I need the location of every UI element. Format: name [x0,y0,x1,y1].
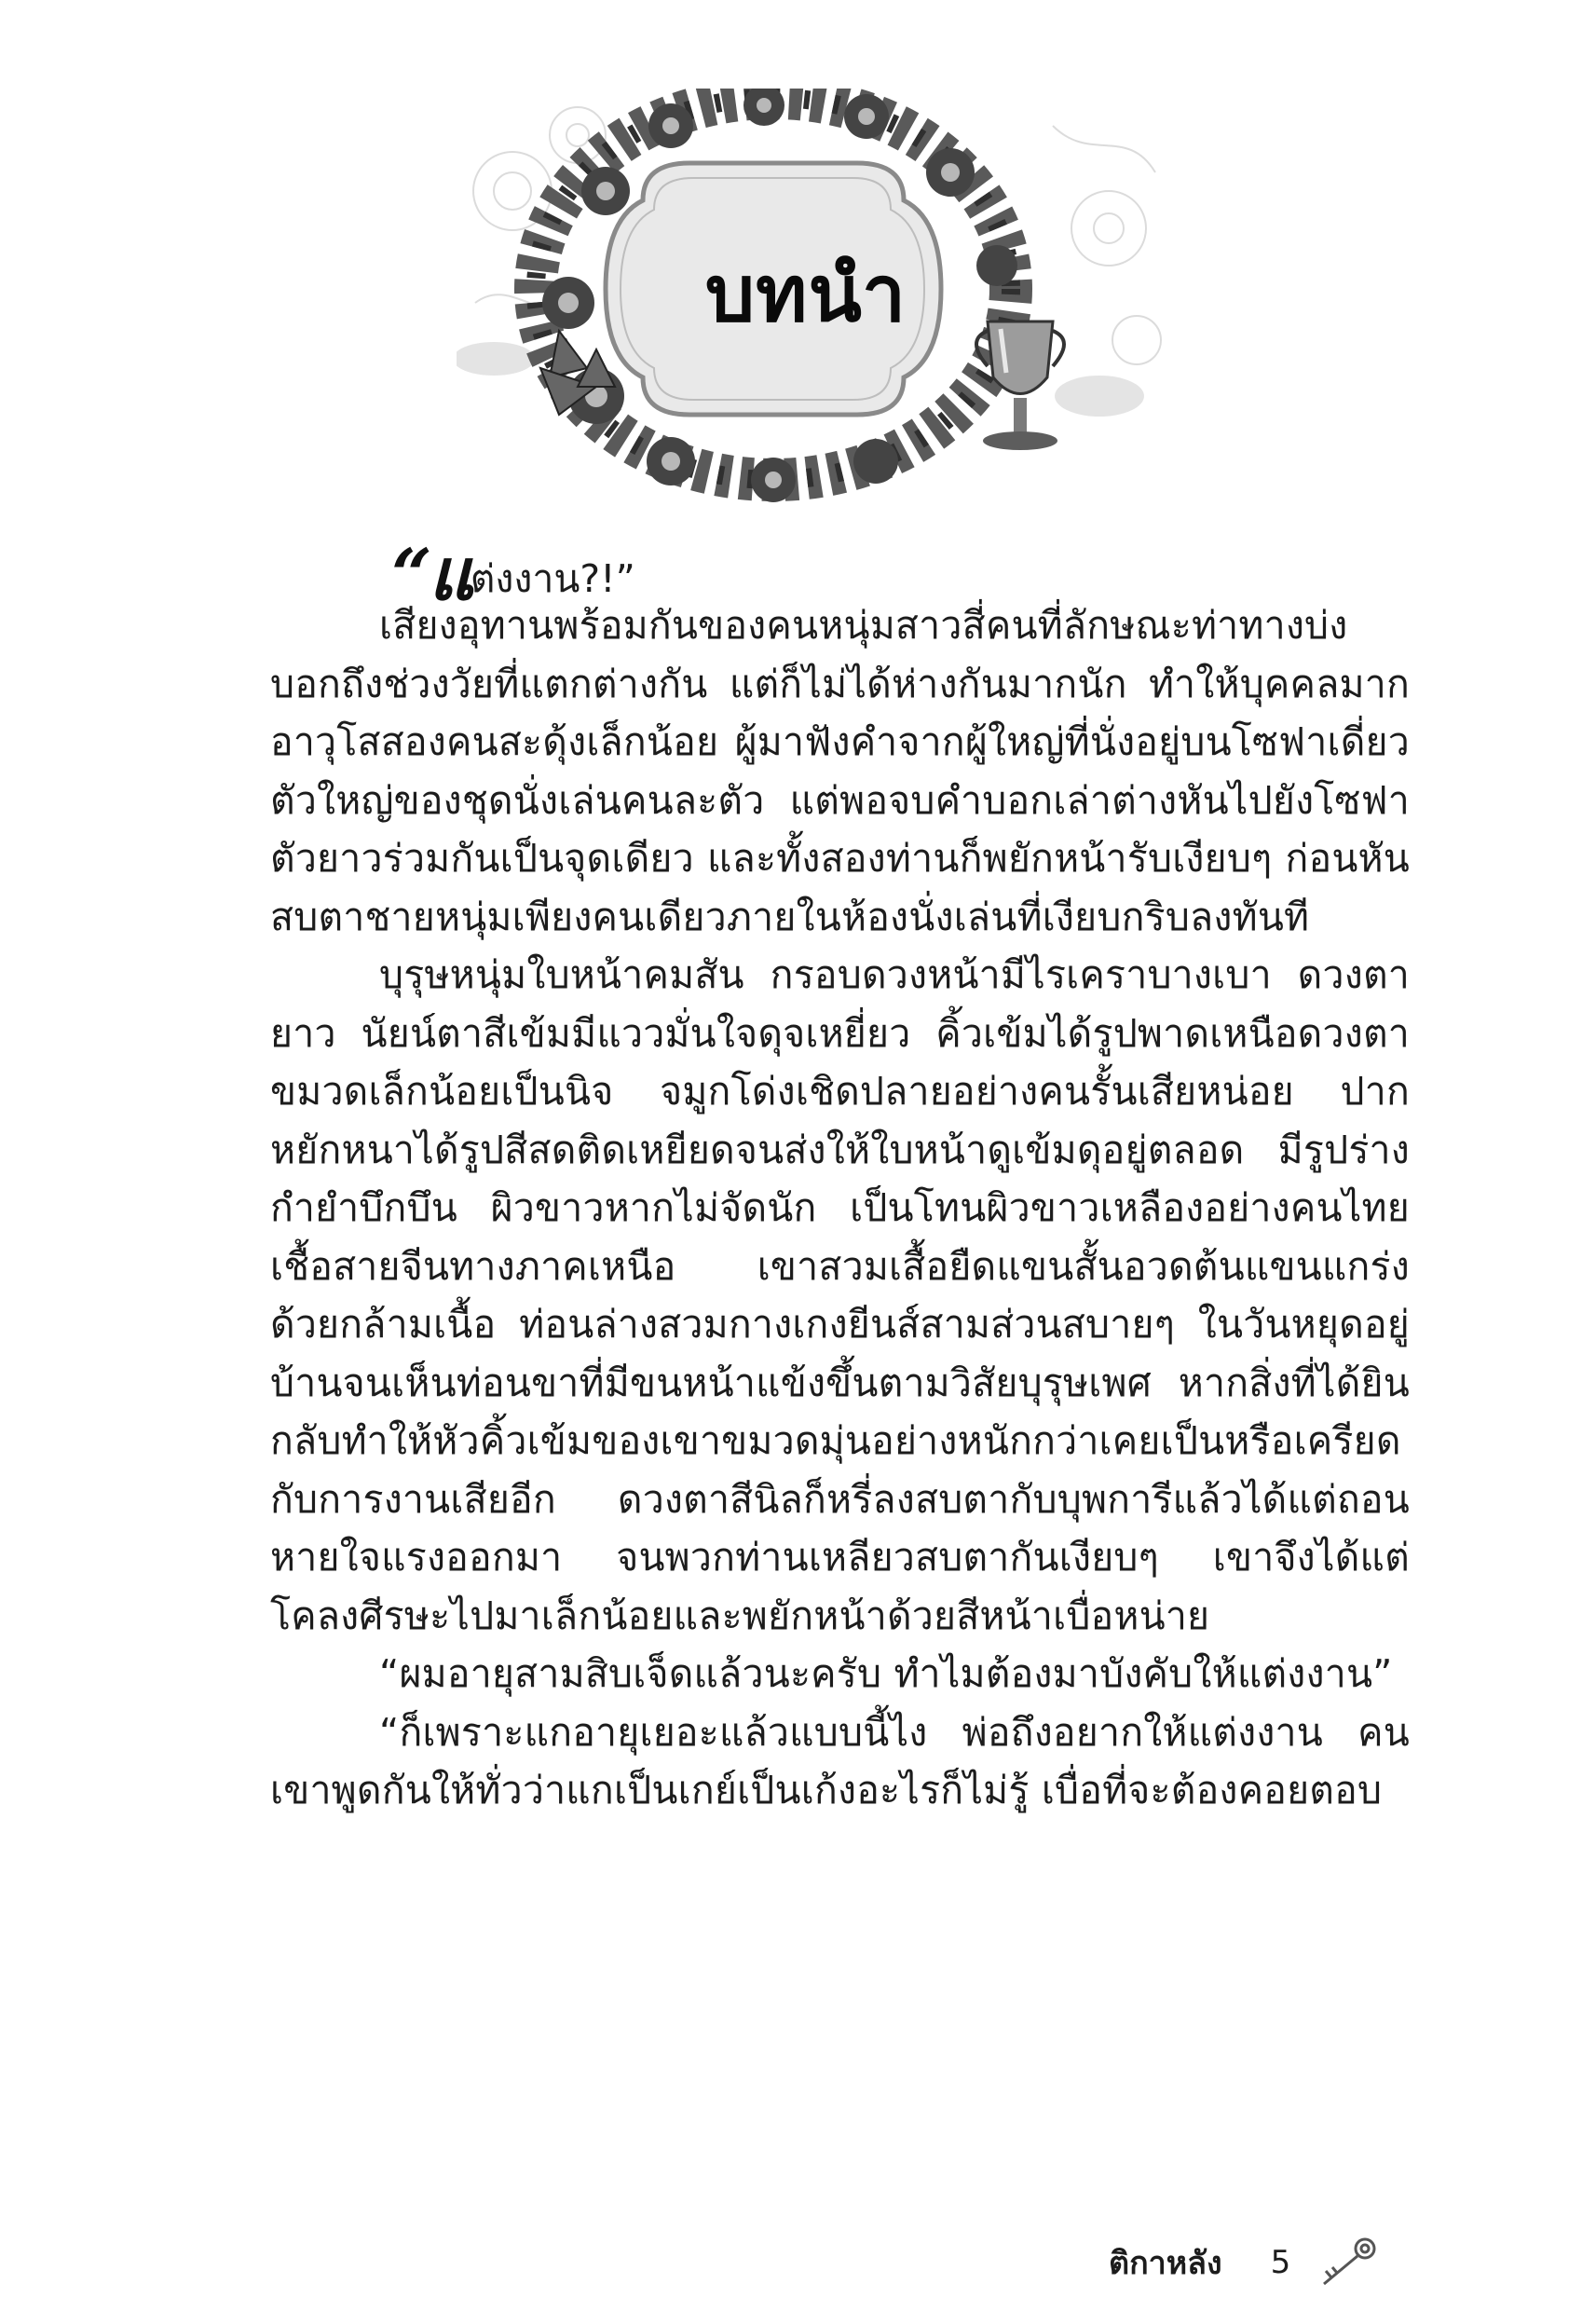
opening-line [391,533,1410,616]
chapter-title: บทนำ [704,248,907,339]
page-number: 5 [1270,2244,1291,2281]
paragraph: บุรุษหนุ่มใบหน้าคมสัน กรอบดวงหน้ามีไรเคราบางเบา ดวงตายาว นัยน์ตาสีเข้มมีแววมั่นใจดุจเหยี่ยว คิ้วเข้มได้รูปพาดเหนือดวงตาขมวดเล็กน้อยเป็นนิจ จมูกโด่งเชิดปลายอย่างคนรั้นเสียหน่อย ปากหยักหนาได้รูปสีสดติดเหยียดจนส่งให้ใบหน้าดูเข้มดุอยู่ตลอด มีรูปร่างกำยำบึกบึน ผิวขาวหากไม่จัดนัก เป็นโทนผิวขาวเหลืองอย่างคนไทยเชื้อสายจีนทางภาคเหนือ เขาสวมเสื้อยืดแขนสั้นอวดต้นแขนแกร่งด้วยกล้ามเนื้อ ท่อนล่างสวมกางเกงยีนส์สามส่วนสบายๆ ในวันหยุดอยู่บ้านจนเห็นท่อนขาที่มีขนหน้าแข้งขึ้นตามวิสัยบุรุษเพศ หากสิ่งที่ได้ยินกลับทำให้หัวคิ้วเข้มของเขาขมวดมุ่นอย่างหนักกว่าเคยเป็นหรือเครียดกับการงานเสียอีก ดวงตาสีนิลก็หรี่ลงสบตากับบุพการีแล้วได้แต่ถอนหายใจแรงออกมา จนพวกท่านเหลียวสบตากันเงียบๆ เขาจึงได้แต่โคลงศีรษะไปมาเล็กน้อยและพยักหน้าด้วยสีหน้าเบื่อหน่าย [270,952,1410,1638]
opening-line-text: ต่งงาน?!” [470,556,635,601]
chapter-body [270,533,1410,1820]
opening-quote-initial: “แ [391,533,471,616]
paragraph: “ผมอายุสามสิบเจ็ดแล้วนะครับ ทำไมต้องมาบังคับให้แต่งงาน” [379,1651,1393,1696]
book-title: ติกาหลัง [1109,2245,1222,2282]
paragraph: เสียงอุทานพร้อมกันของคนหนุ่มสาวสี่คนที่ลักษณะท่าทางบ่งบอกถึงช่วงวัยที่แตกต่างกัน แต่ก็ไม่ได้ห่างกันมากนัก ทำให้บุคคลมากอาวุโสสองคนสะดุ้งเล็กน้อย ผู้มาฟังคำจากผู้ใหญ่ที่นั่งอยู่บนโซฟาเดี่ยวตัวใหญ่ของชุดนั่งเล่นคนละตัว แต่พอจบคำบอกเล่าต่างหันไปยังโซฟาตัวยาวร่วมกันเป็นจุดเดียว และทั้งสองท่านก็พยักหน้ารับเงียบๆ ก่อนหันสบตาชายหนุ่มเพียงคนเดียวภายในห้องนั่งเล่นที่เงียบกริบลงทันที [270,603,1410,939]
key-icon [1316,2236,1380,2290]
page-footer [1109,2235,1380,2290]
paragraph: “ก็เพราะแกอายุเยอะแล้วแบบนี้ไง พ่อถึงอยากให้แต่งงาน คนเขาพูดกันให้ทั่วว่าแกเป็นเกย์เป็นเก้งอะไรก็ไม่รู้ เบื่อที่จะต้องคอยตอบ [270,1709,1410,1812]
